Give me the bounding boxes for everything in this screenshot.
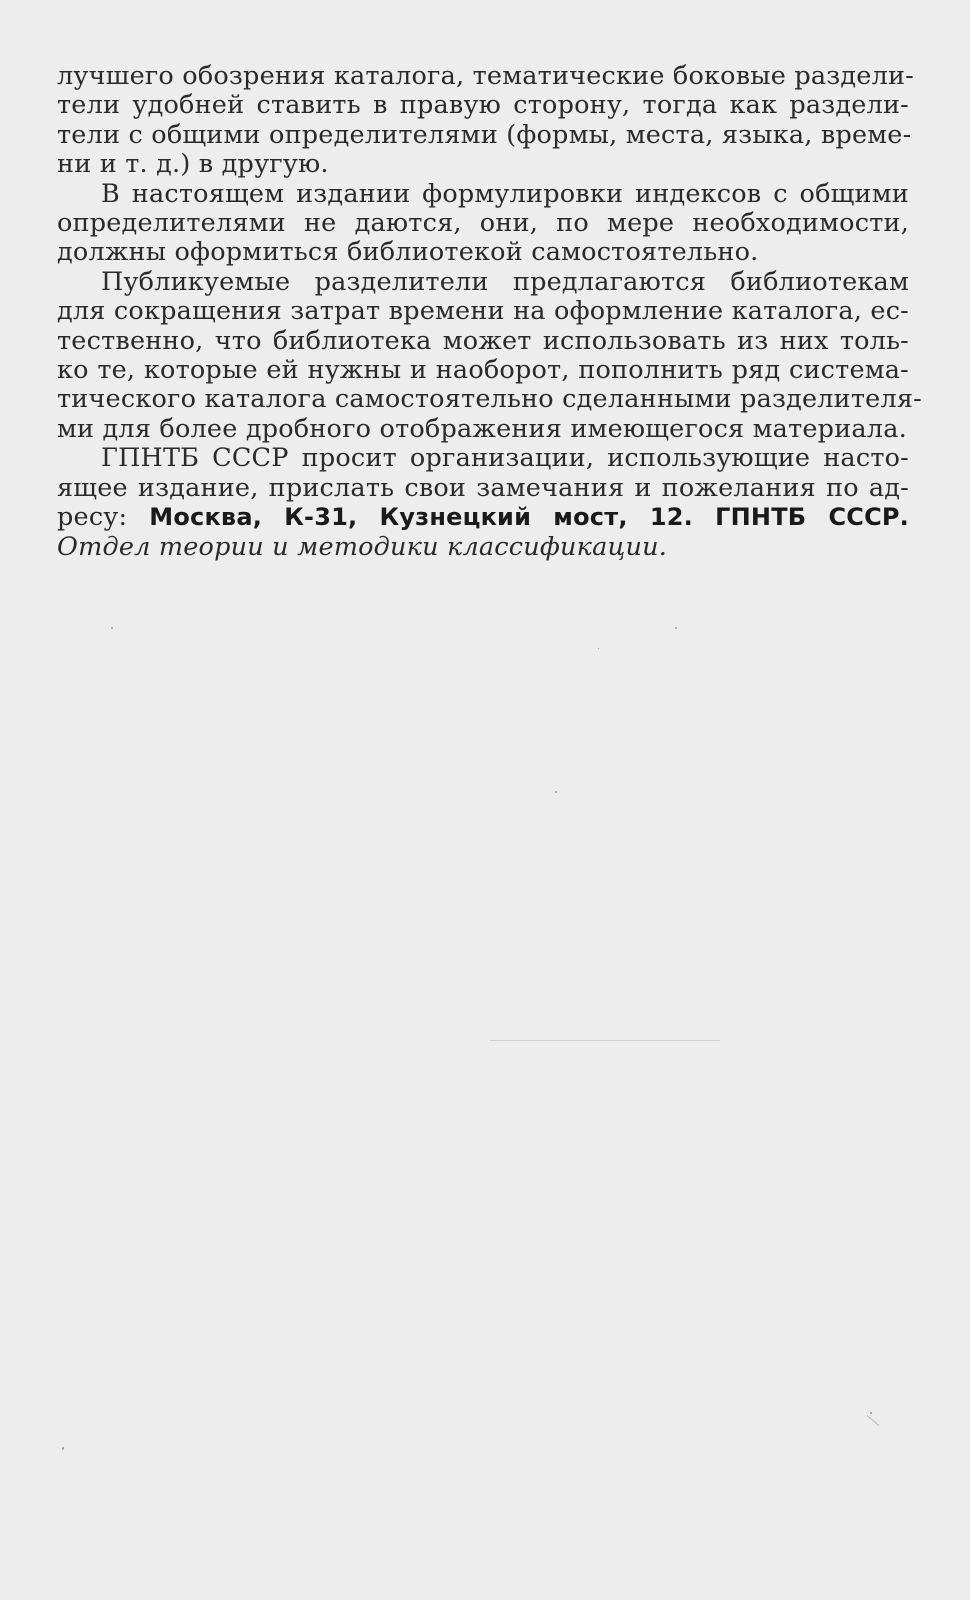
text-line: ми для более дробного отображения имеющегося материала. — [57, 413, 907, 444]
text-line: В настоящем издании формулировки индексов с общими — [101, 178, 909, 209]
address-line — [57, 503, 909, 532]
scan-speck — [598, 648, 599, 649]
text-line: Публикуемые разделители предлагаются библиотекам — [101, 266, 909, 297]
text-line: для сокращения затрат времени на оформление каталога, ес- — [57, 296, 909, 327]
page-body — [57, 61, 922, 562]
text-line: ко те, которые ей нужны и наоборот, пополнить ряд система- — [57, 355, 909, 386]
text-line: определителями не даются, они, по мере необходимости, — [57, 208, 909, 239]
department-line: Отдел теории и методики классификации. — [57, 531, 668, 562]
text-line: лучшего обозрения каталога, тематические боковые раздели- — [57, 61, 914, 91]
address-bold: Москва, К-31, Кузнецкий мост, 12. ГПНТБ СССР. — [149, 503, 909, 532]
text-line: ни и т. д.) в другую. — [57, 149, 329, 180]
text-block — [57, 61, 922, 562]
text-line: тели удобней ставить в правую сторону, тогда как раздели- — [57, 90, 909, 121]
scan-mark — [867, 1415, 880, 1426]
scan-speck — [555, 791, 557, 793]
scan-speck — [675, 627, 677, 629]
text-line: должны оформиться библиотекой самостоятельно. — [57, 237, 759, 268]
address-prefix: ресу: — [57, 502, 128, 533]
text-line: ГПНТБ СССР просит организации, использующие насто- — [101, 443, 909, 474]
text-line: тического каталога самостоятельно сделанными разделителя- — [57, 384, 922, 415]
text-line: тели с общими определителями (формы, места, языка, време- — [57, 119, 912, 150]
scan-mark — [490, 1040, 720, 1041]
scan-speck — [62, 1447, 64, 1450]
scan-speck — [870, 1412, 872, 1414]
text-line: тественно, что библиотека может использовать из них толь- — [57, 325, 909, 356]
text-line: ящее издание, прислать свои замечания и пожелания по ад- — [57, 472, 909, 503]
scan-speck — [111, 627, 113, 629]
